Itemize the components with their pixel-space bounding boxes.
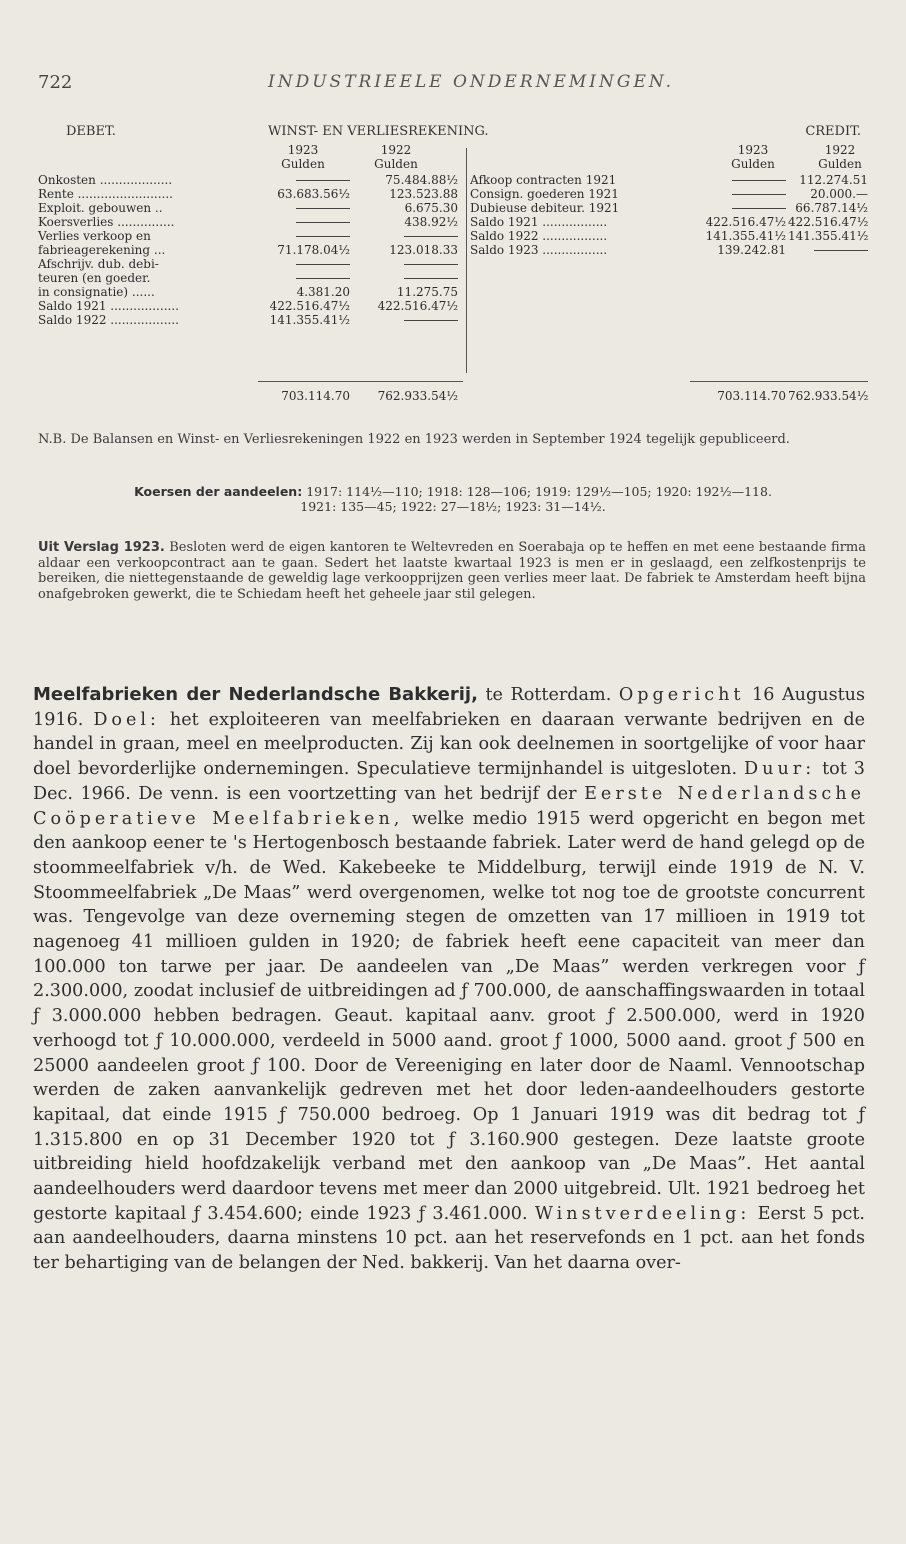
unit-label: Gulden [374,157,418,171]
value-1923 [690,187,786,201]
value-1922: 6.675.30 [404,201,458,215]
table-row [470,201,900,215]
value-1922: 422.516.47½ [377,299,458,313]
table-row [38,257,468,271]
table-divider [466,148,467,373]
credit-col-1922 [805,143,875,171]
value-1922: 20.000.— [810,187,868,201]
row-label: Saldo 1922 .................. [38,313,179,327]
unit-label: Gulden [818,157,862,171]
row-label: Saldo 1921 .................. [38,299,179,313]
table-row [470,215,900,229]
value-1922: 112.274.51 [799,173,868,187]
table-row [470,187,900,201]
table-row [38,285,468,299]
table-row [38,313,468,327]
table-title: WINST- EN VERLIESREKENING. [268,124,489,139]
value-1923: 139.242.81 [717,243,786,257]
value-1923: 422.516.47½ [269,299,350,313]
value-1923 [690,201,786,215]
empty-dash [404,278,458,279]
empty-dash [814,250,868,251]
value-1923: 71.178.04½ [277,243,350,257]
value-1922: 123.523.88 [389,187,458,201]
debit-col-1923 [268,143,338,171]
row-label: Verlies verkoop en [38,229,151,243]
value-1923 [258,215,350,229]
row-label: Exploit. gebouwen .. [38,201,163,215]
table-row [38,243,468,257]
value-1922: 75.484.88½ [385,173,458,187]
empty-dash [404,236,458,237]
row-label: in consignatie) ...... [38,285,155,299]
value-1922: 66.787.14½ [795,201,868,215]
table-row [38,173,468,187]
table-row [38,187,468,201]
debit-total-1923: 703.114.70 [281,389,350,403]
value-1922 [788,243,868,257]
row-label: Afkoop contracten 1921 [470,173,617,187]
table-row [38,299,468,313]
debet-label: DEBET. [66,124,116,139]
page-header [38,72,866,96]
verslag-text: Besloten werd de eigen kantoren te Weltevreden en Soerabaja op te heffen en met eene bestaande firma aldaar een verkoopcontract aan te gaan. Sedert het laatste kwartaal 1923 is men er in geslaagd, een zelfkostenprijs te bereiken, die niettegenstaande de geweldig lage verkoopprijzen geen verlies meer laat. De fabriek te Amsterdam heeft bijna onafgebroken gewerkt, die te Schiedam heeft het geheele jaar stil gelegen. [38,540,866,602]
row-label: teuren (en goeder. [38,271,151,285]
empty-dash [296,278,350,279]
row-label: Koersverlies ............... [38,215,175,229]
value-1923 [690,173,786,187]
winstverdeeling-text: Eerst 5 pct. aan aandeelhouders, daarna minstens 10 pct. aan het reservefonds en 1 pct. aan het fonds ter behartiging van de belangen der Ned. bakkerij. Van het daarna over- [33,1203,866,1274]
credit-total-1922: 762.933.54½ [788,389,869,403]
table-row [470,229,900,243]
unit-label: Gulden [731,157,775,171]
winstverdeeling-label: Winstverdeeling: [534,1203,751,1224]
debit-side [38,143,468,413]
koersen-line-1: 1917: 114½—110; 1918: 128—106; 1919: 129½—105; 1920: 192½—118. [306,484,772,499]
row-label: Onkosten ................... [38,173,173,187]
doel-text: het exploiteeren van meelfabrieken en daaraan verwante bedrijven en de handel in graan, meel en meelproducten. Zij kan ook deelnemen in soortgelijke of voor haar doel bevorderlijke ondernemingen. Speculatieve termijnhandel is uitgesloten. [33,709,865,780]
row-label: Rente ......................... [38,187,173,201]
value-1922: 141.355.41½ [788,229,869,243]
credit-col-1923 [718,143,788,171]
year-label: 1922 [380,143,412,157]
empty-dash [296,208,350,209]
empty-dash [296,264,350,265]
value-1923: 141.355.41½ [269,313,350,327]
value-1923 [258,173,350,187]
value-1922 [358,257,458,271]
year-label: 1922 [824,143,856,157]
koersen-label: Koersen der aandeelen: [134,484,303,499]
value-1923 [258,229,350,243]
opgericht-label: Opgericht [618,685,745,705]
history-text: welke medio 1915 werd opgericht en begon met den aankoop eener te 's Hertogenbosch bestaande fabriek. Later werd de hand gelegd op de stoommeelfabriek v/h. de Wed. Kakebeeke te Middelburg, terwijl einde 1919 de N. V. Stoommeelfabriek „De Maas” werd overgenomen, welke tot nog toe de grootste concurrent was. Tengevolge van deze overneming stegen de omzetten van 17 millioen in 1919 tot nagenoeg 41 millioen gulden in 1920; de fabriek heeft eene capaciteit van meer dan 100.000 ton tarwe per jaar. De aandeelen van „De Maas” werden verkregen voor ƒ 2.300.000, zoodat inclusief de uitbreidingen ad ƒ 700.000, de aanschaffingswaarden in totaal ƒ 3.000.000 hebben bedragen. Geaut. kapitaal aanv. groot ƒ 2.500.000, werd in 1920 verhoogd tot ƒ 10.000.000, verdeeld in 5000 aand. groot ƒ 1000, 5000 aand. groot ƒ 500 en 25000 aandeelen groot ƒ 100. Door de Vereeniging en later door de Naaml. Vennootschap werden de zaken aanvankelijk gedreven met het door leden-aandeelhouders gestorte kapitaal, dat einde 1915 ƒ 750.000 bedroeg. Op 1 Januari 1919 was dit bedrag tot ƒ 1.315.800 en op 31 December 1920 tot ƒ 3.160.900 gestegen. Deze laatste groote uitbreiding hield hoofdzakelijk verband met den aankoop van „De Maas”. Het aantal aandeelhouders werd daardoor tevens met meer dan 2000 uitgebreid. Ult. 1921 bedroeg het gestorte kapitaal ƒ 3.454.600; einde 1923 ƒ 3.461.000. [33,808,866,1224]
table-row [470,243,900,257]
row-label: Saldo 1923 ................. [470,243,608,257]
page-number: 722 [38,72,73,93]
duur-text: tot 3 Dec. 1966. De venn. is een voortzetting van het bedrijf der [33,759,865,804]
value-1922: 438.92½ [404,215,458,229]
company-article [33,683,865,1276]
company-heading: Meelfabrieken der Nederlandsche Bakkerij, [33,684,478,705]
table-row [38,215,468,229]
empty-dash [404,320,458,321]
table-row [470,173,900,187]
value-1922: 123.018.33 [389,243,458,257]
debit-col-1922 [361,143,431,171]
empty-dash [296,180,350,181]
value-1923 [258,257,350,271]
eerste-coop-name: Eerste Nederlandsche Coöperatieve Meelfabrieken, [33,783,866,829]
value-1922 [358,229,458,243]
value-1923: 422.516.47½ [705,215,786,229]
verslag-label: Uit Verslag 1923. [38,540,165,555]
debit-sum-rule [258,381,463,382]
empty-dash [404,264,458,265]
koersen-line-2: 1921: 135—45; 1922: 27—18½; 1923: 31—14½. [300,499,606,514]
credit-total-1923: 703.114.70 [717,389,786,403]
empty-dash [732,194,786,195]
row-label: Consign. goederen 1921 [470,187,619,201]
value-1923: 63.683.56½ [277,187,350,201]
value-1922: 422.516.47½ [788,215,869,229]
company-place: te Rotterdam. [485,685,612,705]
debit-total-1922: 762.933.54½ [377,389,458,403]
row-label: Afschrijv. dub. debi- [38,257,159,271]
empty-dash [296,222,350,223]
duur-label: Duur: [744,759,816,780]
year-label: 1923 [737,143,769,157]
annual-report-summary [38,540,866,602]
empty-dash [732,180,786,181]
publication-note: N.B. De Balansen en Winst- en Verliesrekeningen 1922 en 1923 werden in September 1924 tegelijk gepubliceerd. [38,432,790,447]
table-row [38,271,468,285]
doel-label: Doel: [93,709,160,730]
empty-dash [296,236,350,237]
year-label: 1923 [287,143,319,157]
share-prices [38,484,868,514]
row-label: Dubieuse debiteur. 1921 [470,201,620,215]
unit-label: Gulden [281,157,325,171]
value-1922 [358,271,458,285]
table-row [38,229,468,243]
profit-loss-ledger [38,143,870,413]
opgericht-text: 16 Augustus 1916. [33,685,866,730]
table-title-row [58,124,861,142]
row-label: fabrieagerekening ... [38,243,166,257]
value-1922 [358,313,458,327]
value-1923: 4.381.20 [296,285,350,299]
credit-sum-rule [690,381,868,382]
row-label: Saldo 1922 ................. [470,229,608,243]
credit-label: CREDIT. [805,124,861,139]
table-row [38,201,468,215]
row-label: Saldo 1921 ................. [470,215,608,229]
running-title: INDUSTRIEELE ONDERNEMINGEN. [268,72,675,92]
value-1923: 141.355.41½ [705,229,786,243]
empty-dash [732,208,786,209]
credit-side [470,143,870,413]
value-1923 [258,271,350,285]
value-1922: 11.275.75 [396,285,458,299]
value-1923 [258,201,350,215]
